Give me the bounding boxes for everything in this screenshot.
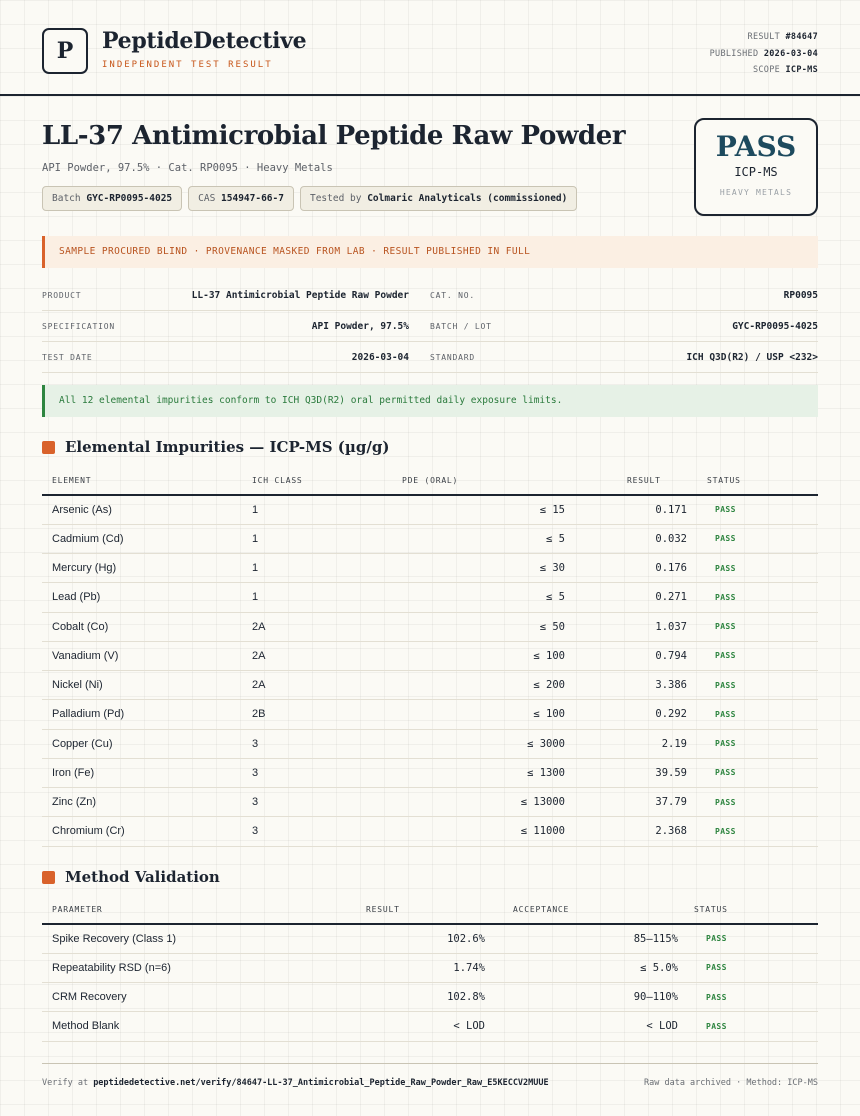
cas-chip <box>188 186 294 211</box>
pde-cell: ≤ 5 <box>392 524 575 553</box>
status-badge: PASS <box>697 641 818 670</box>
pde-cell: ≤ 11000 <box>392 817 575 846</box>
class-cell: 1 <box>242 583 392 612</box>
info-value: LL-37 Antimicrobial Peptide Raw Powder <box>191 289 409 301</box>
product-info-grid <box>42 280 818 373</box>
element-cell: Lead (Pb) <box>42 583 242 612</box>
table-row <box>42 612 818 641</box>
section-marker-icon <box>42 871 55 884</box>
report-footer <box>42 1063 818 1088</box>
class-cell: 2A <box>242 671 392 700</box>
result-cell: 2.368 <box>575 817 697 846</box>
pde-cell: ≤ 13000 <box>392 788 575 817</box>
result-cell: 0.292 <box>575 700 697 729</box>
report-header <box>0 0 860 96</box>
status-badge: PASS <box>697 612 818 641</box>
table-row <box>42 641 818 670</box>
col-header-val-status: STATUS <box>688 896 818 924</box>
info-label: SPECIFICATION <box>42 321 116 331</box>
class-cell: 1 <box>242 554 392 583</box>
impurities-header-row <box>42 467 818 495</box>
info-cell <box>42 352 430 363</box>
pde-cell: ≤ 3000 <box>392 729 575 758</box>
class-cell: 3 <box>242 729 392 758</box>
impurities-title-text: Elemental Impurities — ICP-MS (µg/g) <box>65 438 390 456</box>
acceptance-cell: 85–115% <box>495 924 688 953</box>
status-badge: PASS <box>697 729 818 758</box>
impurities-section-title <box>42 438 389 456</box>
pde-cell: ≤ 50 <box>392 612 575 641</box>
brand-logo[interactable]: P <box>42 28 88 74</box>
page-title: LL-37 Antimicrobial Peptide Raw Powder <box>42 121 626 151</box>
table-row <box>42 671 818 700</box>
brand-name[interactable]: PeptideDetective <box>102 28 307 54</box>
status-badge: PASS <box>688 983 818 1012</box>
page-subtitle: API Powder, 97.5% · Cat. RP0095 · Heavy Metals <box>42 162 333 174</box>
info-label: STANDARD <box>430 352 475 362</box>
element-cell: Copper (Cu) <box>42 729 242 758</box>
col-header-acceptance: ACCEPTANCE <box>495 896 688 924</box>
result-cell: 0.032 <box>575 524 697 553</box>
col-header-result: RESULT <box>575 467 697 495</box>
col-header-val-result: RESULT <box>292 896 495 924</box>
pde-cell: ≤ 30 <box>392 554 575 583</box>
col-header-status: STATUS <box>697 467 818 495</box>
parameter-cell: Method Blank <box>42 1012 292 1041</box>
pde-cell: ≤ 100 <box>392 700 575 729</box>
status-badge: PASS <box>697 671 818 700</box>
report-meta <box>710 29 818 79</box>
info-row <box>42 280 818 311</box>
class-cell: 1 <box>242 495 392 524</box>
class-cell: 3 <box>242 788 392 817</box>
stamp-scope: HEAVY METALS <box>719 188 793 197</box>
info-label: BATCH / LOT <box>430 321 492 331</box>
verify-label: Verify at <box>42 1078 89 1088</box>
element-cell: Zinc (Zn) <box>42 788 242 817</box>
result-cell: 37.79 <box>575 788 697 817</box>
acceptance-cell: 90–110% <box>495 983 688 1012</box>
parameter-cell: Spike Recovery (Class 1) <box>42 924 292 953</box>
pde-cell: ≤ 15 <box>392 495 575 524</box>
info-label: PRODUCT <box>42 290 82 300</box>
info-value: API Powder, 97.5% <box>311 320 409 332</box>
info-cell <box>430 352 818 363</box>
info-value: RP0095 <box>783 289 818 301</box>
info-cell <box>430 321 818 332</box>
val-result-cell: 102.8% <box>292 983 495 1012</box>
verify-link[interactable]: peptidedetective.net/verify/84647-LL-37_Antimicrobial_Peptide_Raw_Powder_Raw_E5KECCV2MUUE <box>93 1078 549 1088</box>
element-cell: Arsenic (As) <box>42 495 242 524</box>
val-result-cell: < LOD <box>292 1012 495 1041</box>
cas-chip-value: 154947-66-7 <box>221 193 284 204</box>
class-cell: 2A <box>242 641 392 670</box>
pass-stamp <box>694 118 818 216</box>
status-badge: PASS <box>688 924 818 953</box>
acceptance-cell: < LOD <box>495 1012 688 1041</box>
status-badge: PASS <box>697 495 818 524</box>
class-cell: 3 <box>242 817 392 846</box>
info-value: ICH Q3D(R2) / USP <232> <box>686 351 818 363</box>
tested-by-value: Colmaric Analyticals (commissioned) <box>367 193 568 204</box>
col-header-element: ELEMENT <box>42 467 242 495</box>
result-cell: 0.171 <box>575 495 697 524</box>
result-cell: 39.59 <box>575 758 697 787</box>
element-cell: Cobalt (Co) <box>42 612 242 641</box>
status-badge: PASS <box>688 953 818 982</box>
element-cell: Chromium (Cr) <box>42 817 242 846</box>
table-row <box>42 817 818 846</box>
status-badge: PASS <box>697 817 818 846</box>
stamp-verdict: PASS <box>715 130 797 163</box>
val-result-cell: 102.6% <box>292 924 495 953</box>
result-cell: 3.386 <box>575 671 697 700</box>
result-label: RESULT <box>747 32 781 42</box>
stamp-method: ICP-MS <box>734 165 778 179</box>
impurities-table <box>42 467 818 847</box>
info-label: CAT. NO. <box>430 290 475 300</box>
published-date: 2026-03-04 <box>763 48 818 59</box>
batch-chip-value: GYC-RP0095-4025 <box>86 193 173 204</box>
scope-label: SCOPE <box>752 65 781 75</box>
status-badge: PASS <box>697 758 818 787</box>
info-cell <box>430 290 818 301</box>
result-cell: 0.794 <box>575 641 697 670</box>
col-header-class: ICH CLASS <box>242 467 392 495</box>
brand-tagline: INDEPENDENT TEST RESULT <box>102 60 273 70</box>
batch-chip <box>42 186 182 211</box>
element-cell: Nickel (Ni) <box>42 671 242 700</box>
batch-chip-label: Batch <box>52 193 81 204</box>
validation-title-text: Method Validation <box>65 868 220 886</box>
table-row <box>42 495 818 524</box>
class-cell: 3 <box>242 758 392 787</box>
table-row <box>42 729 818 758</box>
parameter-cell: CRM Recovery <box>42 983 292 1012</box>
status-badge: PASS <box>688 1012 818 1041</box>
result-cell: 1.037 <box>575 612 697 641</box>
result-id: #84647 <box>785 32 818 42</box>
element-cell: Mercury (Hg) <box>42 554 242 583</box>
table-row <box>42 983 818 1012</box>
info-label: TEST DATE <box>42 352 93 362</box>
tested-by-chip <box>300 186 577 211</box>
published-label: PUBLISHED <box>709 48 759 59</box>
result-cell: 2.19 <box>575 729 697 758</box>
pde-cell: ≤ 100 <box>392 641 575 670</box>
result-cell: 0.176 <box>575 554 697 583</box>
status-badge: PASS <box>697 524 818 553</box>
blind-procurement-notice: SAMPLE PROCURED BLIND · PROVENANCE MASKED FROM LAB · RESULT PUBLISHED IN FULL <box>42 236 818 268</box>
table-row <box>42 924 818 953</box>
info-value: GYC-RP0095-4025 <box>732 320 818 332</box>
status-badge: PASS <box>697 788 818 817</box>
element-cell: Vanadium (V) <box>42 641 242 670</box>
pde-cell: ≤ 5 <box>392 583 575 612</box>
table-row <box>42 1012 818 1041</box>
conformance-banner: All 12 elemental impurities conform to ICH Q3D(R2) oral permitted daily exposure limits. <box>42 385 818 417</box>
cas-chip-label: CAS <box>198 193 216 204</box>
section-marker-icon <box>42 441 55 454</box>
status-badge: PASS <box>697 700 818 729</box>
info-row <box>42 342 818 373</box>
info-cell <box>42 321 430 332</box>
table-row <box>42 788 818 817</box>
status-badge: PASS <box>697 583 818 612</box>
col-header-pde: PDE (ORAL) <box>392 467 575 495</box>
element-cell: Palladium (Pd) <box>42 700 242 729</box>
table-row <box>42 700 818 729</box>
table-row <box>42 554 818 583</box>
info-cell <box>42 290 430 301</box>
class-cell: 1 <box>242 524 392 553</box>
validation-section-title <box>42 868 220 886</box>
class-cell: 2A <box>242 612 392 641</box>
info-row <box>42 311 818 342</box>
scope-value: ICP-MS <box>785 65 818 75</box>
info-value: 2026-03-04 <box>351 351 409 363</box>
table-row <box>42 953 818 982</box>
info-chips <box>42 186 577 211</box>
pde-cell: ≤ 200 <box>392 671 575 700</box>
val-result-cell: 1.74% <box>292 953 495 982</box>
table-row <box>42 758 818 787</box>
element-cell: Cadmium (Cd) <box>42 524 242 553</box>
pde-cell: ≤ 1300 <box>392 758 575 787</box>
tested-by-label: Tested by <box>309 193 362 204</box>
class-cell: 2B <box>242 700 392 729</box>
validation-table <box>42 896 818 1042</box>
parameter-cell: Repeatability RSD (n=6) <box>42 953 292 982</box>
table-row <box>42 583 818 612</box>
table-row <box>42 524 818 553</box>
acceptance-cell: ≤ 5.0% <box>495 953 688 982</box>
archive-note: Raw data archived · Method: ICP-MS <box>644 1078 818 1088</box>
col-header-parameter: PARAMETER <box>42 896 292 924</box>
result-cell: 0.271 <box>575 583 697 612</box>
status-badge: PASS <box>697 554 818 583</box>
verify-line <box>42 1078 549 1088</box>
element-cell: Iron (Fe) <box>42 758 242 787</box>
validation-header-row <box>42 896 818 924</box>
